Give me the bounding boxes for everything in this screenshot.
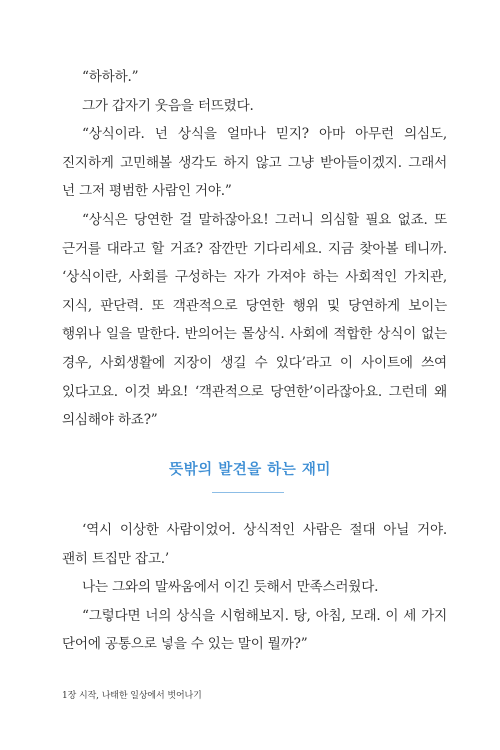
paragraph: “하하하.” — [82, 69, 139, 85]
heading-underline — [212, 492, 284, 493]
body-text-top — [62, 63, 447, 435]
paragraph: “상식이라. 넌 상식을 얼마나 믿지? 아마 아무런 의심도, 진지하게 고민해볼 생각도 하지 않고 그냥 받아들이겠지. 그래서 넌 그저 평범한 사람인 거야.” — [62, 126, 447, 200]
paragraph: “그렇다면 너의 상식을 시험해보지. 탕, 아침, 모래. 이 세 가지 단어에 공통으로 넣을 수 있는 말이 뭘까?” — [62, 607, 447, 653]
running-footer: 1장 시작, 나태한 일상에서 벗어나기 — [62, 691, 202, 701]
paragraph: 그가 갑자기 웃음을 터뜨렸다. — [82, 97, 254, 114]
paragraph: 나는 그와의 말싸움에서 이긴 듯해서 만족스러웠다. — [82, 579, 379, 596]
paragraph: ‘역시 이상한 사람이었어. 상식적인 사람은 절대 아닐 거야. 괜히 트집만 잡고.’ — [62, 522, 447, 567]
paragraph: “상식은 당연한 걸 말하잖아요! 그러니 의심할 필요 없죠. 또 근거를 대라고 할 거죠? 잠깐만 기다리세요. 지금 찾아볼 테니까. ‘상식이란, 사회를 구성하는 자가 가져야 하는 사회적인 가치관, 지식, 판단력. 또 객관적으로 당연한 행위 및 당연하게 보이는 행위나 일을 말한다. 반의어는 몰상식. 사회에 적합한 상식이 없는 경우, 사회생활에 지장이 생길 수 있다’라고 이 사이트에 쓰여 있다고요. 이것 봐요! ‘객관적으로 당연한’이라잖아요. 그런데 왜 의심해야 하죠?” — [62, 211, 447, 429]
section-heading: 뜻밖의 발견을 하는 재미 — [169, 462, 331, 478]
body-text-bottom — [62, 516, 447, 659]
